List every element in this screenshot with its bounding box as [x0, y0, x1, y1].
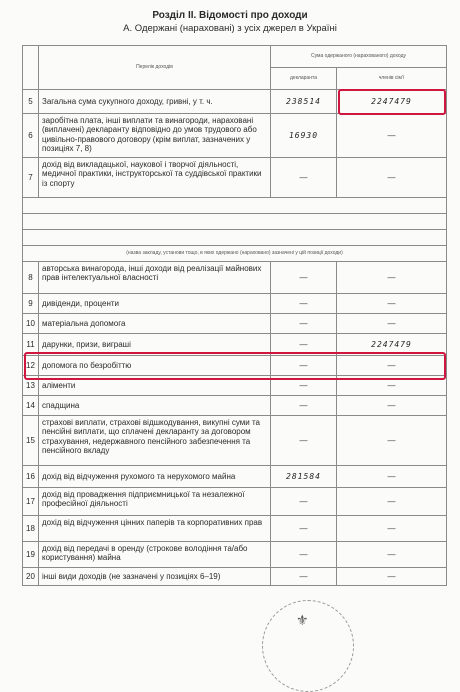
table-row	[23, 158, 447, 198]
row-family-value: —	[337, 542, 447, 568]
row-declarant-value: —	[271, 158, 337, 198]
row-number: 10	[23, 314, 39, 334]
row-number: 16	[23, 466, 39, 488]
row-declarant-value: —	[271, 416, 337, 466]
row-family-value: 2247479	[337, 90, 447, 114]
table-row	[23, 376, 447, 396]
row-family-value: —	[337, 466, 447, 488]
table-row	[23, 466, 447, 488]
row-family-value: —	[337, 294, 447, 314]
table-row	[23, 246, 447, 262]
table-row	[23, 396, 447, 416]
row-text: дохід від відчуження рухомого та нерухомого майна	[39, 466, 271, 488]
institution-caption: (назва закладу, установи тощо, в яких одержано (нараховано) зазначені у цій позиції доходи)	[23, 246, 447, 262]
blank-line	[23, 230, 447, 246]
row-text: дохід від провадження підприємницької та незалежної професійної діяльності	[39, 488, 271, 516]
row-text: дохід від передачі в оренду (строкове володіння та/або користування) майна	[39, 542, 271, 568]
income-table	[22, 45, 447, 586]
row-declarant-value: 281584	[271, 466, 337, 488]
row-declarant-value: —	[271, 396, 337, 416]
row-declarant-value: —	[271, 488, 337, 516]
header-family: членів сім'ї	[337, 68, 447, 90]
table-row	[23, 294, 447, 314]
table-row	[23, 356, 447, 376]
row-number: 7	[23, 158, 39, 198]
row-family-value: —	[337, 516, 447, 542]
row-number: 8	[23, 262, 39, 294]
row-family-value: —	[337, 114, 447, 158]
row-text: Загальна сума сукупного доходу, гривні, у т. ч.	[39, 90, 271, 114]
row-number: 11	[23, 334, 39, 356]
row-declarant-value: 16930	[271, 114, 337, 158]
row-family-value: —	[337, 356, 447, 376]
table-row	[23, 334, 447, 356]
section-subtitle: А. Одержані (нараховані) з усіх джерел в Україні	[123, 23, 337, 34]
table-row	[23, 114, 447, 158]
table-row	[23, 516, 447, 542]
table-row	[23, 262, 447, 294]
row-text: допомога по безробіттю	[39, 356, 271, 376]
row-declarant-value: —	[271, 334, 337, 356]
row-declarant-value: 238514	[271, 90, 337, 114]
row-declarant-value: —	[271, 294, 337, 314]
row-number: 20	[23, 568, 39, 586]
row-number: 9	[23, 294, 39, 314]
header-declarant: декларанта	[271, 68, 337, 90]
row-declarant-value: —	[271, 568, 337, 586]
header-sum: Сума одержаного (нарахованого) доходу	[271, 46, 447, 68]
row-number: 6	[23, 114, 39, 158]
blank-line	[23, 198, 447, 214]
row-text: авторська винагорода, інші доходи від реалізації майнових прав інтелектуальної власності	[39, 262, 271, 294]
row-number: 19	[23, 542, 39, 568]
row-number: 15	[23, 416, 39, 466]
row-number: 14	[23, 396, 39, 416]
row-number: 13	[23, 376, 39, 396]
table-row	[23, 198, 447, 214]
table-row	[23, 568, 447, 586]
row-family-value: —	[337, 568, 447, 586]
header-list: Перелік доходів	[39, 46, 271, 90]
row-text: спадщина	[39, 396, 271, 416]
row-family-value: —	[337, 416, 447, 466]
blank-line	[23, 214, 447, 230]
row-declarant-value: —	[271, 376, 337, 396]
row-declarant-value: —	[271, 516, 337, 542]
row-number: 12	[23, 356, 39, 376]
row-declarant-value: —	[271, 542, 337, 568]
row-text: дохід від відчуження цінних паперів та корпоративних прав	[39, 516, 271, 542]
row-declarant-value: —	[271, 262, 337, 294]
row-text: інші види доходів (не зазначені у позиціях 6–19)	[39, 568, 271, 586]
table-row	[23, 230, 447, 246]
row-number: 5	[23, 90, 39, 114]
row-family-value: —	[337, 314, 447, 334]
row-number: 18	[23, 516, 39, 542]
row-declarant-value: —	[271, 356, 337, 376]
table-row	[23, 90, 447, 114]
row-family-value: —	[337, 488, 447, 516]
row-text: дивіденди, проценти	[39, 294, 271, 314]
row-family-value: —	[337, 376, 447, 396]
row-text: дохід від викладацької, наукової і творчої діяльності, медичної практики, інструкторської та суддівської практики із спорту	[39, 158, 271, 198]
table-row	[23, 314, 447, 334]
header-num-cell	[23, 46, 39, 90]
row-text: аліменти	[39, 376, 271, 396]
section-title: Розділ ІІ. Відомості про доходи	[152, 10, 308, 21]
table-row	[23, 416, 447, 466]
table-row	[23, 488, 447, 516]
table-row	[23, 542, 447, 568]
row-number: 17	[23, 488, 39, 516]
row-text: матеріальна допомога	[39, 314, 271, 334]
row-text: страхові виплати, страхові відшкодування, викупні суми та пенсійні виплати, що сплачені декларанту за договором страхування, недержавного пенсійного забезпечення та пенсійного вкладу	[39, 416, 271, 466]
table-row	[23, 214, 447, 230]
row-family-value: —	[337, 396, 447, 416]
trident-seal-icon: ⚜	[296, 612, 309, 628]
row-text: дарунки, призи, виграші	[39, 334, 271, 356]
row-family-value: —	[337, 158, 447, 198]
row-declarant-value: —	[271, 314, 337, 334]
row-family-value: —	[337, 262, 447, 294]
row-text: заробітна плата, інші виплати та винагороди, нараховані (виплачені) декларанту відповідно до умов трудового або цивільно-правового договору (крім виплат, зазначених у позиціях 7, 8)	[39, 114, 271, 158]
row-family-value: 2247479	[337, 334, 447, 356]
